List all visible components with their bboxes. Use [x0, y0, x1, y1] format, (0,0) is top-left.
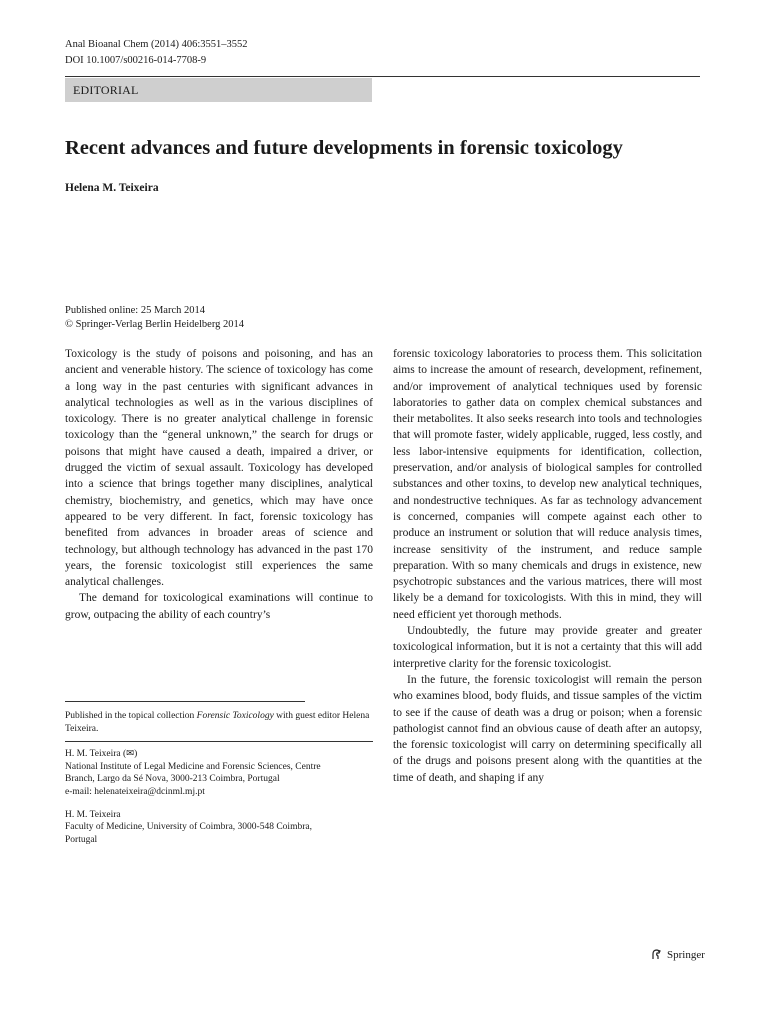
- paragraph: Undoubtedly, the future may provide greater and greater toxicological information, but it is not a certainty that this will add interpretive clarity for the forensic toxicologist.: [393, 625, 702, 670]
- collection-name: Forensic Toxicology: [196, 711, 274, 721]
- footnote-divider: [65, 741, 373, 742]
- body-column-left: [65, 346, 373, 623]
- publisher-name: Springer: [667, 948, 705, 961]
- section-label: EDITORIAL: [65, 78, 372, 102]
- footnote-rule: [65, 701, 305, 702]
- header-rule: [65, 76, 700, 77]
- paragraph: In the future, the forensic toxicologist will remain the person who examines blood, body fluids, and tissue samples of the victim to see if the cause of death was a drug or poison; when a forensic pathologist cannot find an obvious cause of death after an autopsy, the forensic toxicologist will carry on determining specifically all of the drugs and poisons present along with the quantities at the time of death, and shaping if any: [393, 673, 702, 784]
- affiliation-author: H. M. Teixeira: [65, 809, 121, 820]
- body-column-right: [393, 346, 702, 786]
- citation: Anal Bioanal Chem (2014) 406:3551–3552: [65, 39, 248, 50]
- affiliation-line: Branch, Largo da Sé Nova, 3000-213 Coimbra, Portugal: [65, 774, 280, 785]
- publication-info: [65, 304, 244, 332]
- author-email[interactable]: e-mail: helenateixeira@dcinml.mj.pt: [65, 786, 205, 797]
- publisher-logo: [650, 948, 705, 961]
- springer-horse-icon: [650, 948, 663, 961]
- affiliation-2: [65, 809, 373, 847]
- paragraph: The demand for toxicological examinations will continue to grow, outpacing the ability of each country’s: [65, 592, 373, 621]
- doi: DOI 10.1007/s00216-014-7708-9: [65, 55, 207, 66]
- affiliation-line: National Institute of Legal Medicine and Forensic Sciences, Centre: [65, 761, 321, 772]
- paragraph: Toxicology is the study of poisons and poisoning, and has an ancient and venerable history. The science of toxicology has come a long way in the past centuries with significant advances in analytical technologies as well as in the various disciplines of toxicology. There is no greater analytical challenge in forensic toxicology than the “general unknown,” the search for drugs or poisons that might have caused a death, impaired a driver, or drugged the victim of sexual assault. Toxicology has developed into a science that brings together many disciplines, analytical chemistry, biochemistry, and genetics, which may have once appeared to be very different. In fact, forensic toxicology has benefited from advances in broader areas of science and technology, but although technology has advanced in the past 170 years, the forensic toxicologist still experiences the same analytical challenges.: [65, 348, 373, 589]
- collection-note: [65, 710, 373, 735]
- collection-suffix: with guest editor Helena Teixeira.: [65, 711, 370, 734]
- affiliation-line: Portugal: [65, 834, 98, 845]
- collection-prefix: Published in the topical collection: [65, 711, 197, 721]
- affiliation-author: H. M. Teixeira (✉): [65, 749, 138, 760]
- author-name: Helena M. Teixeira: [65, 182, 159, 194]
- footnotes: [65, 701, 373, 856]
- journal-header: [65, 37, 248, 69]
- paragraph: forensic toxicology laboratories to process them. This solicitation aims to increase the amount of research, development, refinement, and/or improvement of analytical techniques used by forensic laboratories to gather data on complex chemical substances and their metabolites. It also seeks research into tools and technologies that will promote faster, widely applicable, rugged, less costly, and less labor-intensive equipments for identification, collection, preservation, and/or analysis of biological samples for controlled substances and other toxins, to develop new analytical techniques, and nondestructive techniques. As far as technology advancement is concerned, companies will compete against each other to produce an instrument or solution that will reduce analysis times, increase sensitivity of the instrument, and reduce sample preparation. With so many chemicals and drugs in existence, new psychotropic substances and the various matrices, there will most likely be a demand for toxicologists. With this in mind, they will need efficient yet thorough methods.: [393, 348, 702, 621]
- published-online: Published online: 25 March 2014: [65, 305, 205, 316]
- article-title: Recent advances and future developments in forensic toxicology: [65, 137, 623, 159]
- affiliation-line: Faculty of Medicine, University of Coimbra, 3000-548 Coimbra,: [65, 822, 312, 833]
- copyright: © Springer-Verlag Berlin Heidelberg 2014: [65, 319, 245, 330]
- affiliation-1: [65, 748, 373, 798]
